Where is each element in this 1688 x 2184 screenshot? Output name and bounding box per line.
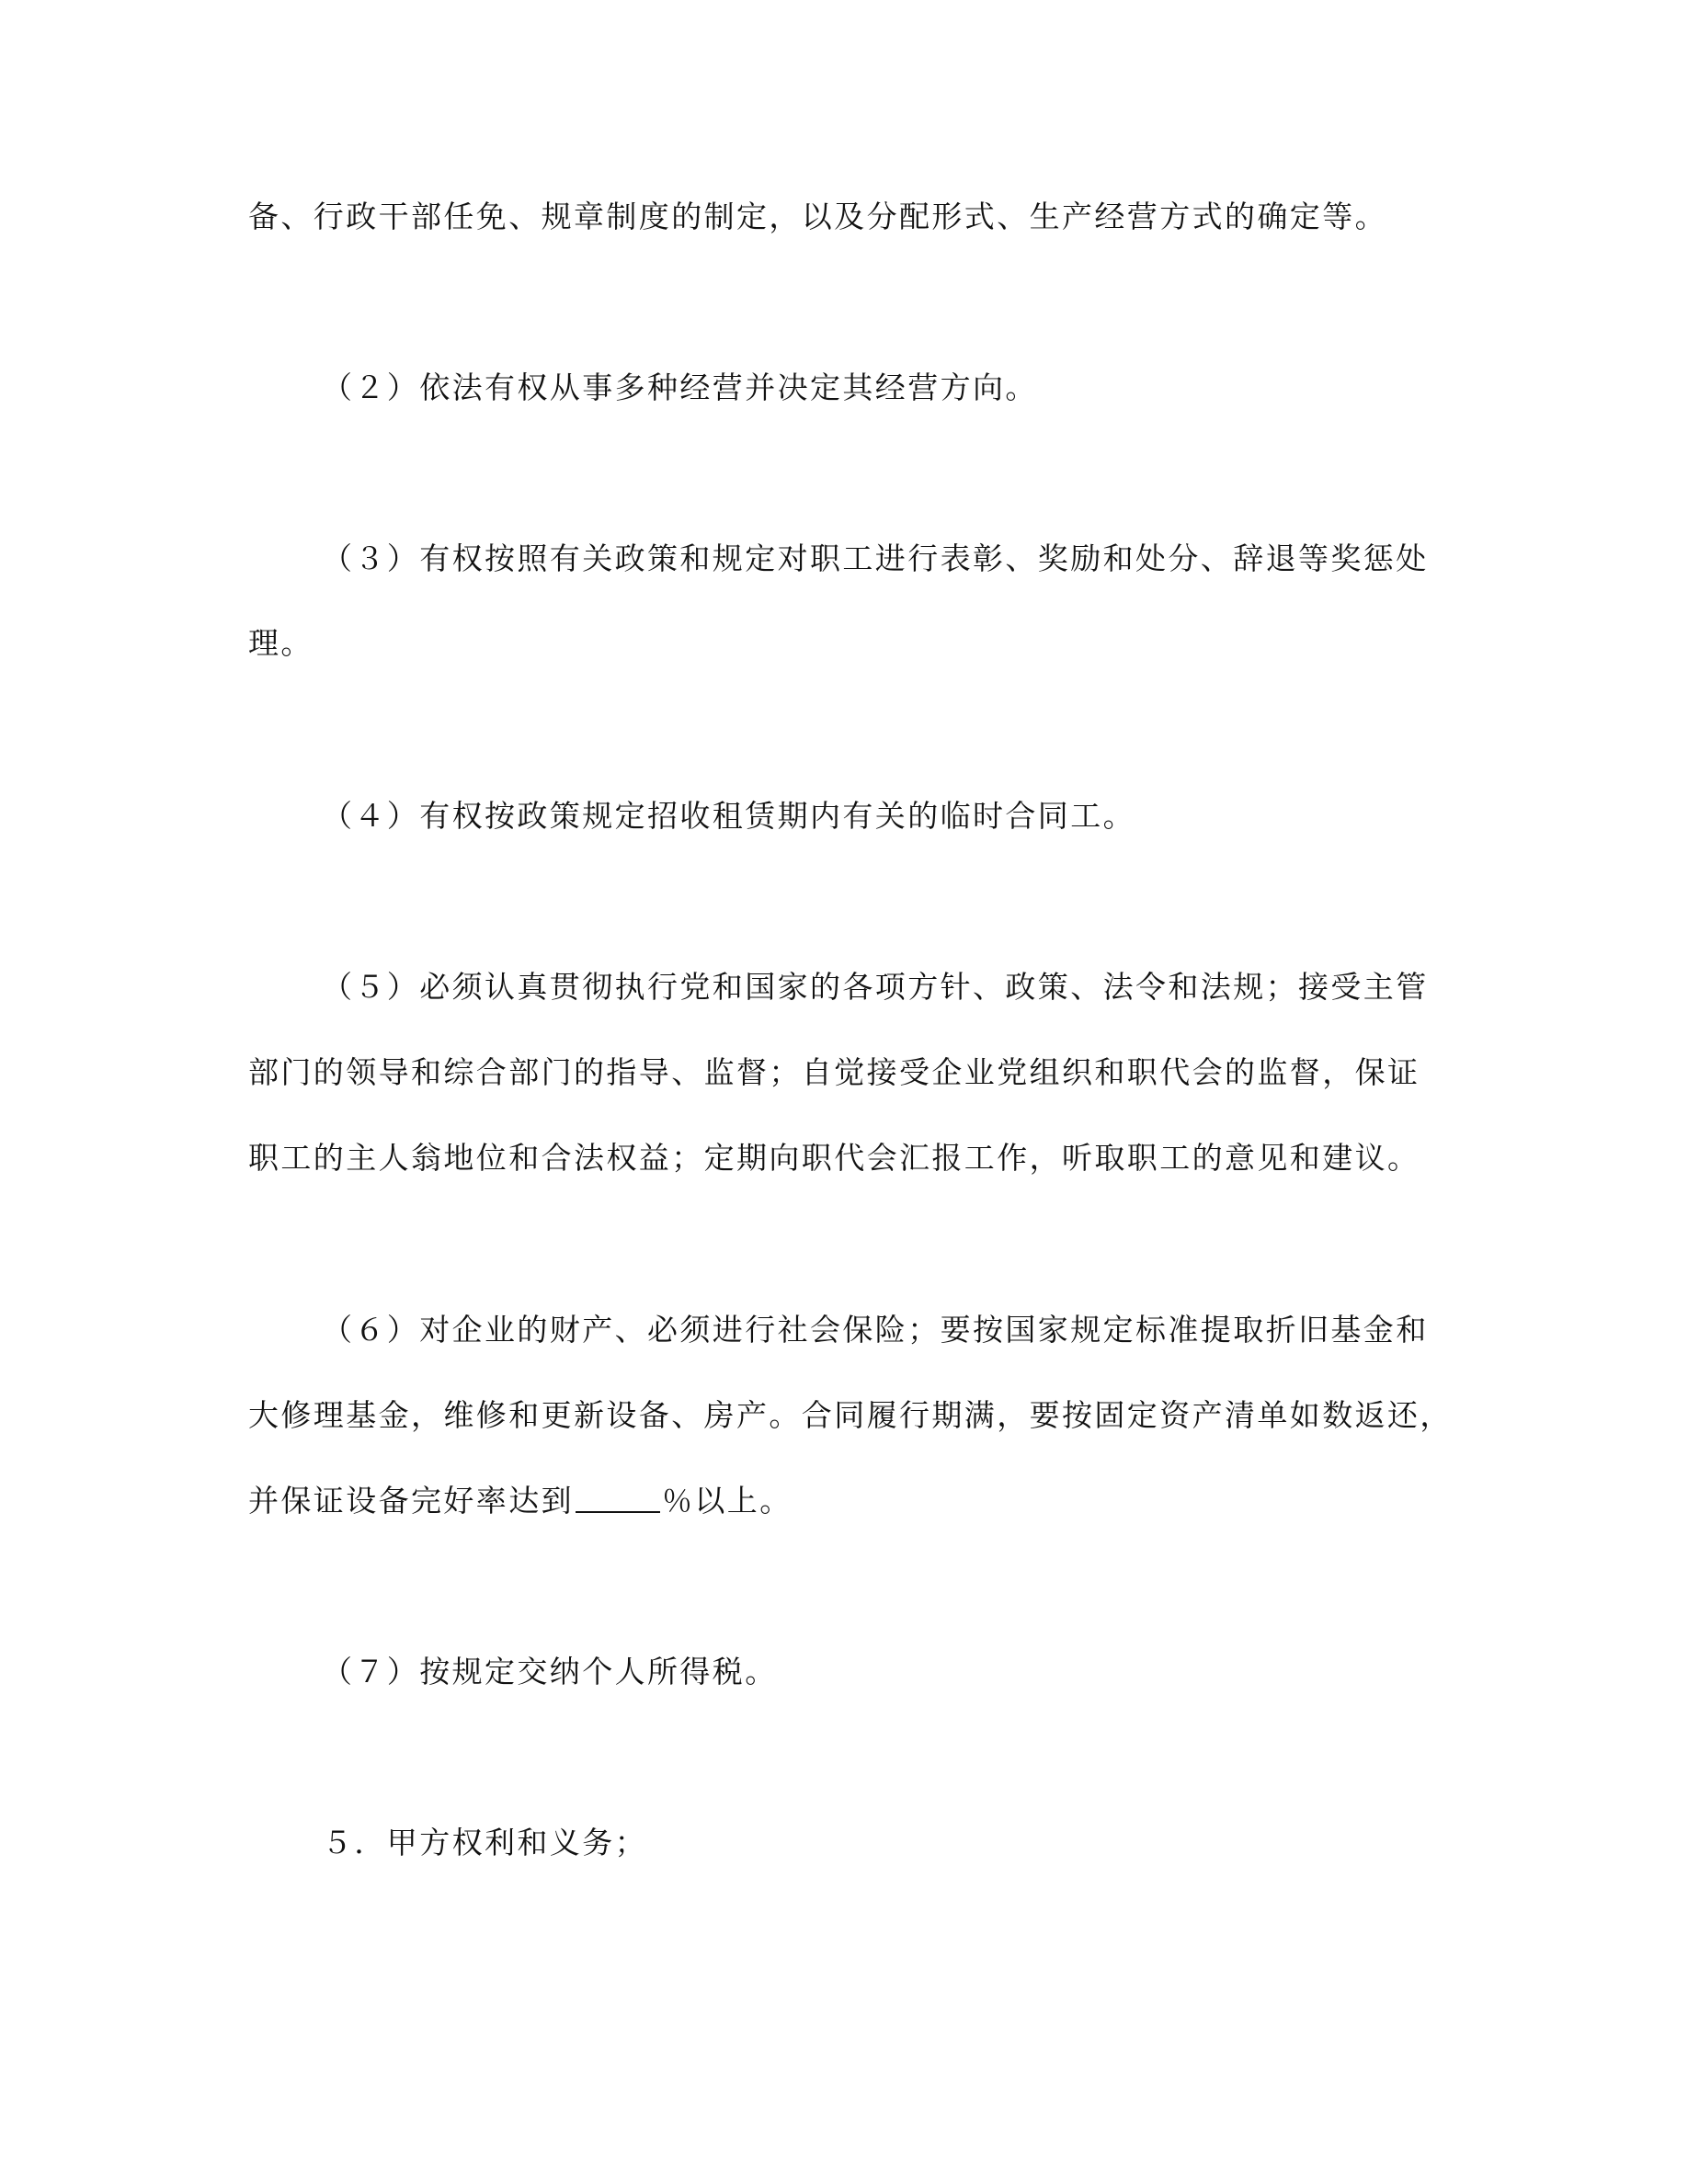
paragraph-6-line-1: （６）对企业的财产、必须进行社会保险；要按国家规定标准提取折旧基金和 — [322, 1312, 1429, 1348]
paragraph-5-line-3: 职工的主人翁地位和合法权益；定期向职代会汇报工作，听取职工的意见和建议。 — [248, 1140, 1420, 1176]
paragraph-3-line-2: 理。 — [248, 625, 314, 661]
paragraph-7-line-1: （７）按规定交纳个人所得税。 — [322, 1654, 778, 1689]
section-5-heading: ５．甲方权利和义务； — [322, 1825, 647, 1860]
paragraph-3-line-1: （３）有权按照有关政策和规定对职工进行表彰、奖励和处分、辞退等奖惩处 — [322, 540, 1429, 576]
paragraph-5-line-2: 部门的领导和综合部门的指导、监督；自觉接受企业党组织和职代会的监督，保证 — [248, 1054, 1420, 1090]
paragraph-1-line-1: 备、行政干部任免、规章制度的制定，以及分配形式、生产经营方式的确定等。 — [248, 199, 1387, 234]
paragraph-6-line-3-prefix: 并保证设备完好率达到 — [248, 1483, 574, 1519]
paragraph-5-line-1: （５）必须认真贯彻执行党和国家的各项方针、政策、法令和法规；接受主管 — [322, 969, 1429, 1005]
paragraph-4-line-1: （４）有权按政策规定招收租赁期内有关的临时合同工。 — [322, 798, 1135, 834]
paragraph-6-line-2: 大修理基金，维修和更新设备、房产。合同履行期满，要按固定资产清单如数返还， — [248, 1397, 1453, 1433]
paragraph-6-line-3 — [248, 1483, 793, 1519]
fill-in-blank[interactable] — [576, 1484, 660, 1513]
paragraph-6-line-3-suffix: ％以上。 — [662, 1483, 793, 1519]
paragraph-2-line-1: （２）依法有权从事多种经营并决定其经营方向。 — [322, 370, 1038, 405]
